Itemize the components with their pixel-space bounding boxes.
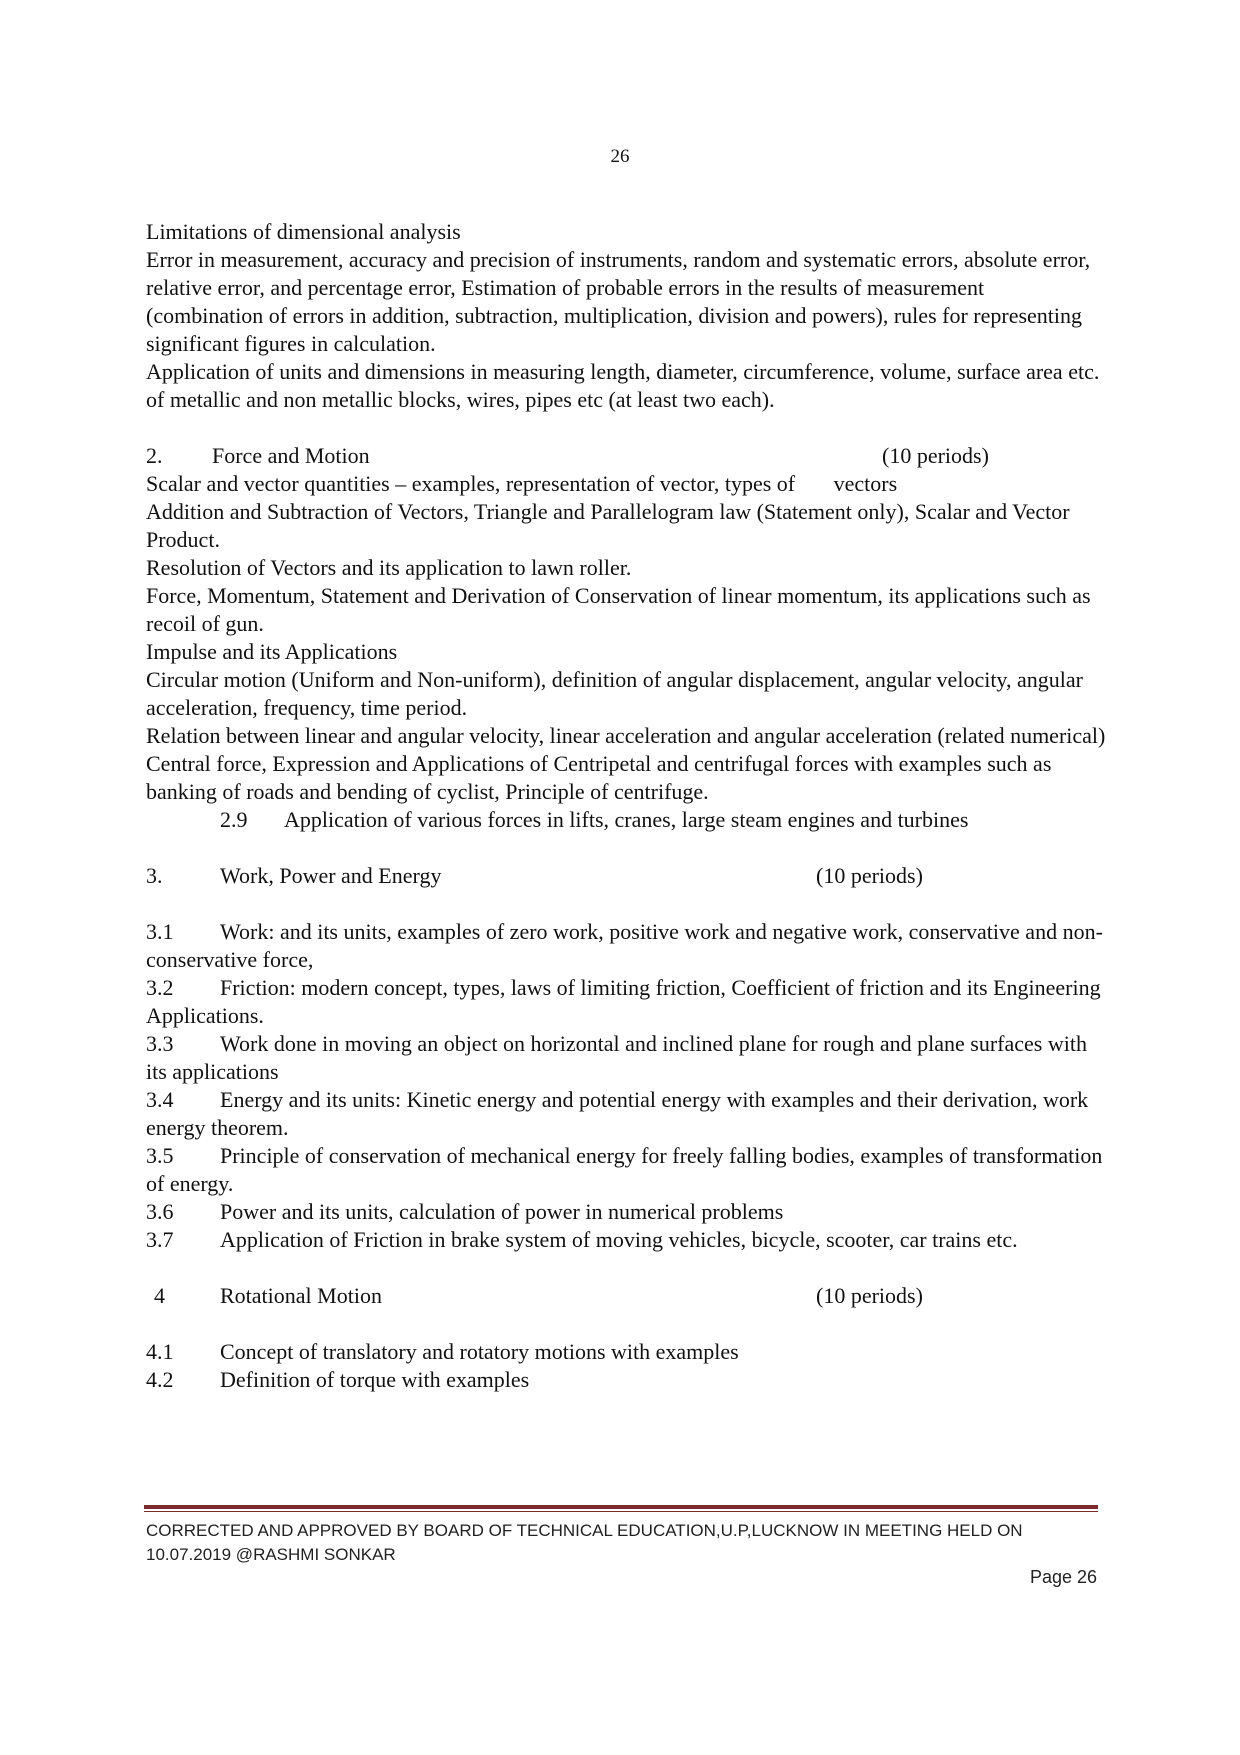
item-number: 4.2: [146, 1367, 174, 1392]
section-heading-2: [146, 442, 1106, 470]
footer-page-number: Page 26: [1030, 1567, 1098, 1587]
list-item: [146, 918, 1106, 974]
list-item: [146, 806, 1106, 834]
section-periods: (10 periods): [816, 1283, 923, 1308]
section-line: Central force, Expression and Applications of Centripetal and centrifugal forces with examples such as banking of roads and bending of cyclist, Principle of centrifuge.: [146, 751, 1052, 804]
item-number: 3.3: [146, 1031, 174, 1056]
section-line: Scalar and vector quantities – examples, representation of vector, types of vectors: [146, 471, 898, 496]
item-number: 4.1: [146, 1339, 174, 1364]
item-text: Work done in moving an object on horizontal and inclined plane for rough and plane surfaces with its applications: [146, 1031, 1087, 1084]
section-heading-3: [146, 862, 1106, 890]
list-item: [146, 974, 1106, 1030]
intro-line: Limitations of dimensional analysis: [146, 219, 461, 244]
item-number: 3.1: [146, 919, 174, 944]
list-item: [146, 1142, 1106, 1198]
footer-line: 10.07.2019 @RASHMI SONKAR: [146, 1545, 396, 1564]
section-title: Work, Power and Energy: [220, 863, 442, 888]
section-line: Addition and Subtraction of Vectors, Triangle and Parallelogram law (Statement only), Scalar and Vector Product.: [146, 499, 1070, 552]
item-number: 3.5: [146, 1143, 174, 1168]
footer-note: [146, 1519, 1106, 1567]
item-number: 3.6: [146, 1199, 174, 1224]
list-item: [146, 1086, 1106, 1142]
footer-line: CORRECTED AND APPROVED BY BOARD OF TECHNICAL EDUCATION,U.P,LUCKNOW IN MEETING HELD ON: [146, 1521, 1023, 1540]
list-item: [146, 1338, 1106, 1366]
item-text: Concept of translatory and rotatory motions with examples: [220, 1339, 739, 1364]
section-periods: (10 periods): [882, 443, 989, 468]
list-item: [146, 1198, 1106, 1226]
footer-divider: [144, 1511, 1098, 1512]
section-number: 4: [154, 1283, 165, 1308]
document-body: [146, 218, 1106, 1394]
section-periods: (10 periods): [816, 863, 923, 888]
intro-paragraph: Error in measurement, accuracy and precision of instruments, random and systematic errors, absolute error, relative error, and percentage error, Estimation of probable errors in the results of measurement (combination of errors in addition, subtraction, multiplication, division and powers), rules for representing significant figures in calculation.: [146, 247, 1091, 356]
section-line: Circular motion (Uniform and Non-uniform), definition of angular displacement, angular velocity, angular acceleration, frequency, time period.: [146, 667, 1083, 720]
item-text: Energy and its units: Kinetic energy and potential energy with examples and their derivation, work energy theorem.: [146, 1087, 1089, 1140]
item-text: Work: and its units, examples of zero work, positive work and negative work, conservative and non-conservative force,: [146, 919, 1103, 972]
section-number: 2.: [146, 443, 163, 468]
item-text: Application of Friction in brake system of moving vehicles, bicycle, scooter, car trains etc.: [220, 1227, 1018, 1252]
section-line: Relation between linear and angular velocity, linear acceleration and angular acceleration (related numerical): [146, 723, 1106, 748]
section-line: Resolution of Vectors and its application to lawn roller.: [146, 555, 632, 580]
section-line: Impulse and its Applications: [146, 639, 398, 664]
list-item: [146, 1030, 1106, 1086]
item-number: 2.9: [220, 807, 248, 832]
item-text: Principle of conservation of mechanical energy for freely falling bodies, examples of transformation of energy.: [146, 1143, 1103, 1196]
item-number: 3.7: [146, 1227, 174, 1252]
item-number: 3.2: [146, 975, 174, 1000]
section-number: 3.: [146, 863, 163, 888]
list-item: [146, 1226, 1106, 1254]
list-item: [146, 1366, 1106, 1394]
intro-paragraph: Application of units and dimensions in measuring length, diameter, circumference, volume, surface area etc. of metallic and non metallic blocks, wires, pipes etc (at least two each).: [146, 359, 1100, 412]
item-number: 3.4: [146, 1087, 174, 1112]
item-text: Application of various forces in lifts, cranes, large steam engines and turbines: [284, 807, 969, 832]
section-title: Force and Motion: [212, 443, 370, 468]
footer-divider: [144, 1505, 1098, 1509]
page-number-top: 26: [610, 146, 630, 167]
section-title: Rotational Motion: [220, 1283, 382, 1308]
section-line: Force, Momentum, Statement and Derivation of Conservation of linear momentum, its applications such as recoil of gun.: [146, 583, 1091, 636]
item-text: Friction: modern concept, types, laws of limiting friction, Coefficient of friction and its Engineering Applications.: [146, 975, 1101, 1028]
section-heading-4: [146, 1282, 1106, 1310]
item-text: Definition of torque with examples: [220, 1367, 530, 1392]
item-text: Power and its units, calculation of power in numerical problems: [220, 1199, 784, 1224]
